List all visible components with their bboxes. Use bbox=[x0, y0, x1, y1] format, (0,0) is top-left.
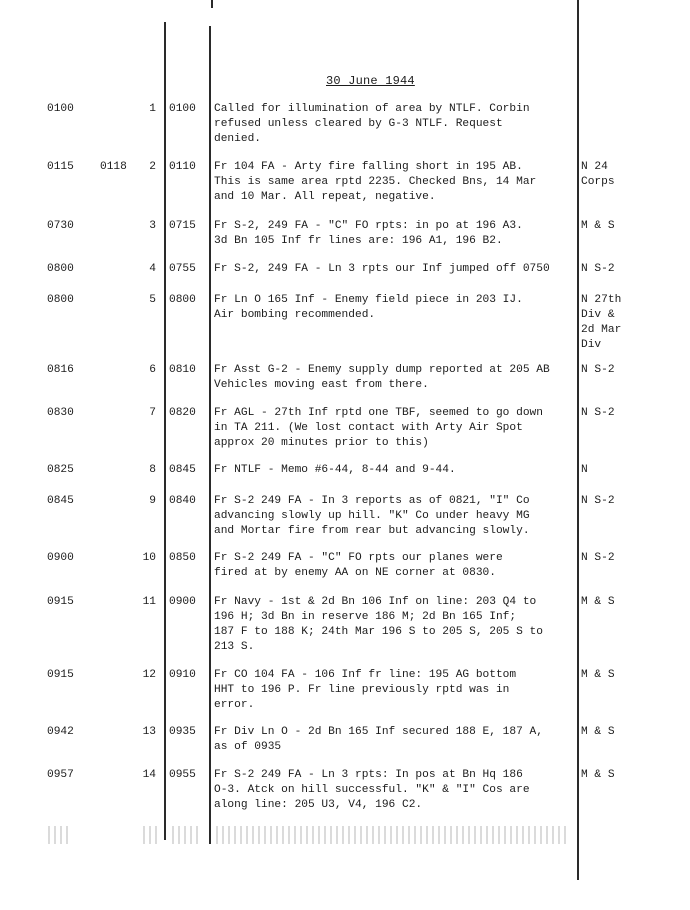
time-received: 0100 bbox=[47, 103, 74, 115]
entry-line: as of 0935 bbox=[214, 741, 282, 753]
distribution bbox=[581, 595, 641, 610]
entry-line: Fr Asst G-2 - Enemy supply dump reported at 205 AB bbox=[214, 364, 550, 376]
entry-text bbox=[214, 363, 578, 393]
distribution bbox=[581, 363, 641, 378]
faded-text-line bbox=[48, 826, 70, 844]
entry-line: Fr S-2 249 FA - "C" FO rpts our planes were bbox=[214, 552, 503, 564]
entry-line: approx 20 minutes prior to this) bbox=[214, 437, 429, 449]
distribution-line: Div & bbox=[581, 309, 615, 321]
distribution-line: N S-2 bbox=[581, 495, 615, 507]
entry-line: Fr S-2 249 FA - In 3 reports as of 0821, "I" Co bbox=[214, 495, 530, 507]
entry-line: Fr S-2 249 FA - Ln 3 rpts: In pos at Bn Hq 186 bbox=[214, 769, 523, 781]
distribution-line: Corps bbox=[581, 176, 615, 188]
serial-number: 12 bbox=[142, 669, 156, 681]
entry-line: 3d Bn 105 Inf fr lines are: 196 A1, 196 B2. bbox=[214, 235, 503, 247]
entry-text bbox=[214, 293, 578, 323]
distribution bbox=[581, 725, 641, 740]
entry-text bbox=[214, 668, 578, 713]
journal-date: 30 June 1944 bbox=[326, 74, 415, 88]
distribution-line: N S-2 bbox=[581, 263, 615, 275]
time-received: 0800 bbox=[47, 294, 74, 306]
entry-line: and Mortar fire from rear but advancing slowly. bbox=[214, 525, 530, 537]
entry-line: 213 S. bbox=[214, 641, 255, 653]
distribution-line: N 27th bbox=[581, 294, 622, 306]
entry-line: Air bombing recommended. bbox=[214, 309, 376, 321]
distribution bbox=[581, 668, 641, 683]
message-time: 0935 bbox=[169, 726, 196, 738]
distribution bbox=[581, 494, 641, 509]
entry-line: refused unless cleared by G-3 NTLF. Request bbox=[214, 118, 503, 130]
serial-number: 7 bbox=[149, 407, 156, 419]
distribution-line: M & S bbox=[581, 596, 615, 608]
distribution-line: N S-2 bbox=[581, 364, 615, 376]
message-time: 0820 bbox=[169, 407, 196, 419]
serial-number: 3 bbox=[149, 220, 156, 232]
entry-line: Fr CO 104 FA - 106 Inf fr line: 195 AG bottom bbox=[214, 669, 517, 681]
entry-line: error. bbox=[214, 699, 255, 711]
serial-number: 8 bbox=[149, 464, 156, 476]
message-time: 0110 bbox=[169, 161, 196, 173]
message-time: 0900 bbox=[169, 596, 196, 608]
entry-line: Vehicles moving east from there. bbox=[214, 379, 429, 391]
distribution-line: 2d Mar bbox=[581, 324, 622, 336]
time-received: 0957 bbox=[47, 769, 74, 781]
serial-number: 6 bbox=[149, 364, 156, 376]
distribution-line: M & S bbox=[581, 769, 615, 781]
entry-line: Fr Div Ln O - 2d Bn 165 Inf secured 188 E, 187 A, bbox=[214, 726, 543, 738]
entry-text bbox=[214, 406, 578, 451]
faded-text-line bbox=[172, 826, 202, 844]
entry-line: fired at by enemy AA on NE corner at 0830. bbox=[214, 567, 496, 579]
entry-text bbox=[214, 160, 578, 205]
entry-line: and 10 Mar. All repeat, negative. bbox=[214, 191, 436, 203]
entry-line: Fr S-2, 249 FA - "C" FO rpts: in po at 196 A3. bbox=[214, 220, 523, 232]
serial-number: 4 bbox=[149, 263, 156, 275]
entry-line: HHT to 196 P. Fr line previously rptd was in bbox=[214, 684, 510, 696]
entry-text bbox=[214, 494, 578, 539]
entry-text bbox=[214, 595, 578, 655]
distribution bbox=[581, 160, 641, 190]
time-logged: 0118 bbox=[100, 161, 127, 173]
time-received: 0830 bbox=[47, 407, 74, 419]
faded-text-line bbox=[216, 826, 566, 844]
column-rule-top-tick bbox=[211, 0, 213, 8]
entry-line: Fr 104 FA - Arty fire falling short in 195 AB. bbox=[214, 161, 523, 173]
distribution bbox=[581, 463, 641, 478]
message-time: 0850 bbox=[169, 552, 196, 564]
entry-line: in TA 211. (We lost contact with Arty Air Spot bbox=[214, 422, 523, 434]
distribution-line: Div bbox=[581, 339, 602, 351]
time-received: 0900 bbox=[47, 552, 74, 564]
serial-number: 5 bbox=[149, 294, 156, 306]
entry-text bbox=[214, 219, 578, 249]
time-received: 0730 bbox=[47, 220, 74, 232]
time-received: 0825 bbox=[47, 464, 74, 476]
entry-line: This is same area rptd 2235. Checked Bns, 14 Mar bbox=[214, 176, 537, 188]
entry-line: Fr AGL - 27th Inf rptd one TBF, seemed to go down bbox=[214, 407, 543, 419]
entry-line: denied. bbox=[214, 133, 261, 145]
distribution-line: N S-2 bbox=[581, 552, 615, 564]
message-time: 0840 bbox=[169, 495, 196, 507]
distribution bbox=[581, 219, 641, 234]
entry-text bbox=[214, 551, 578, 581]
distribution-line: M & S bbox=[581, 726, 615, 738]
distribution bbox=[581, 293, 641, 353]
distribution bbox=[581, 768, 641, 783]
faded-text-line bbox=[143, 826, 157, 844]
message-time: 0800 bbox=[169, 294, 196, 306]
message-time: 0845 bbox=[169, 464, 196, 476]
serial-number: 14 bbox=[142, 769, 156, 781]
message-time: 0755 bbox=[169, 263, 196, 275]
entry-text bbox=[214, 725, 578, 755]
column-rule-2 bbox=[209, 26, 211, 844]
distribution bbox=[581, 406, 641, 421]
time-received: 0942 bbox=[47, 726, 74, 738]
distribution-line: N S-2 bbox=[581, 407, 615, 419]
serial-number: 2 bbox=[149, 161, 156, 173]
time-received: 0816 bbox=[47, 364, 74, 376]
entry-line: Fr S-2, 249 FA - Ln 3 rpts our Inf jumped off 0750 bbox=[214, 263, 550, 275]
entry-text bbox=[214, 463, 578, 478]
time-received: 0915 bbox=[47, 669, 74, 681]
entry-line: Called for illumination of area by NTLF. Corbin bbox=[214, 103, 530, 115]
distribution-line: N bbox=[581, 464, 588, 476]
time-received: 0845 bbox=[47, 495, 74, 507]
message-time: 0810 bbox=[169, 364, 196, 376]
entry-text bbox=[214, 102, 578, 147]
entry-line: advancing slowly up hill. "K" Co under heavy MG bbox=[214, 510, 530, 522]
serial-number: 11 bbox=[142, 596, 156, 608]
time-received: 0115 bbox=[47, 161, 74, 173]
time-received: 0800 bbox=[47, 263, 74, 275]
distribution-line: M & S bbox=[581, 220, 615, 232]
distribution bbox=[581, 551, 641, 566]
serial-number: 13 bbox=[142, 726, 156, 738]
message-time: 0910 bbox=[169, 669, 196, 681]
message-time: 0715 bbox=[169, 220, 196, 232]
distribution-line: N 24 bbox=[581, 161, 608, 173]
entry-line: Fr NTLF - Memo #6-44, 8-44 and 9-44. bbox=[214, 464, 456, 476]
entry-line: 187 F to 188 K; 24th Mar 196 S to 205 S, 205 S to bbox=[214, 626, 543, 638]
column-rule-1 bbox=[164, 22, 166, 840]
entry-line: 196 H; 3d Bn in reserve 186 M; 2d Bn 165 Inf; bbox=[214, 611, 517, 623]
distribution bbox=[581, 262, 641, 277]
distribution-line: M & S bbox=[581, 669, 615, 681]
entry-text bbox=[214, 768, 578, 813]
entry-line: O-3. Atck on hill successful. "K" & "I" Cos are bbox=[214, 784, 530, 796]
entry-line: Fr Ln O 165 Inf - Enemy field piece in 203 IJ. bbox=[214, 294, 523, 306]
serial-number: 9 bbox=[149, 495, 156, 507]
entry-line: along line: 205 U3, V4, 196 C2. bbox=[214, 799, 423, 811]
serial-number: 1 bbox=[149, 103, 156, 115]
message-time: 0955 bbox=[169, 769, 196, 781]
message-time: 0100 bbox=[169, 103, 196, 115]
serial-number: 10 bbox=[142, 552, 156, 564]
entry-text bbox=[214, 262, 578, 277]
time-received: 0915 bbox=[47, 596, 74, 608]
entry-line: Fr Navy - 1st & 2d Bn 106 Inf on line: 203 Q4 to bbox=[214, 596, 537, 608]
